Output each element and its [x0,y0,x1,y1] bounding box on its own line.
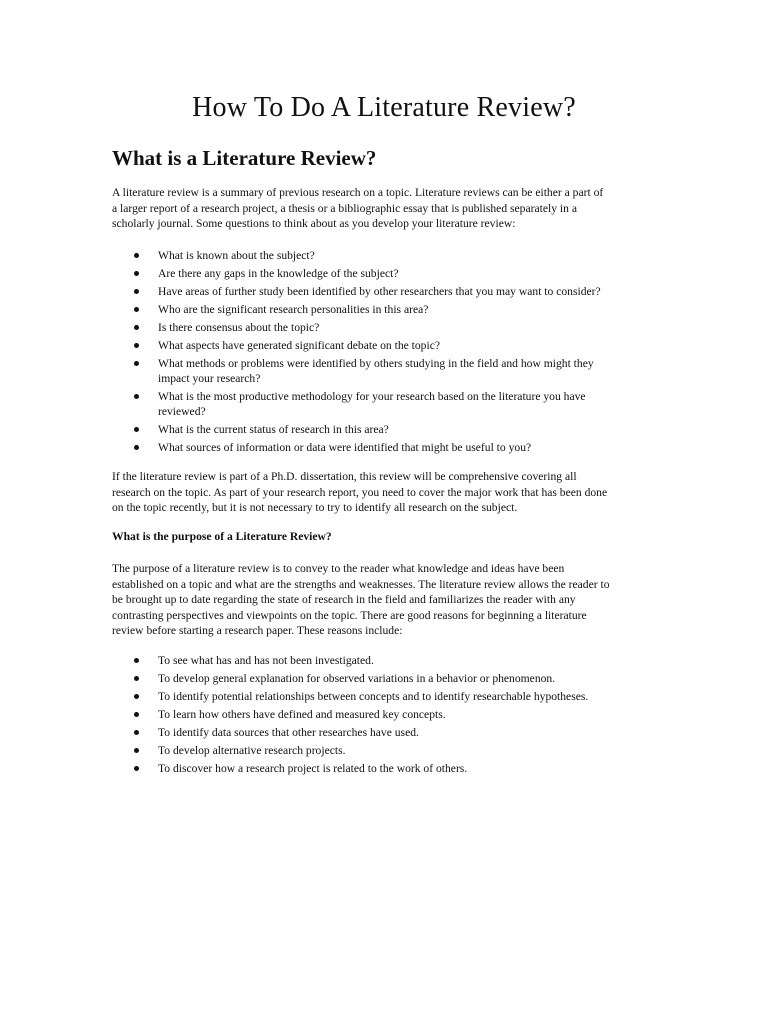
list-item-text: What is known about the subject? [158,249,315,262]
list-item [112,389,672,419]
list-item [112,440,672,455]
paragraph-line: a larger report of a research project, a thesis or a bibliographic essay that is published separately in a [112,201,577,215]
list-item-text: What methods or problems were identified by others studying in the field and how might they [158,357,594,370]
list-item-text: Who are the significant research personalities in this area? [158,303,429,316]
list-item-text: To identify potential relationships between concepts and to identify researchable hypotheses. [158,690,589,703]
list-item-text: Are there any gaps in the knowledge of the subject? [158,267,399,280]
reasons-list [112,653,672,779]
intro-paragraph [112,185,662,232]
list-item [112,725,672,740]
paragraph-line: The purpose of a literature review is to convey to the reader what knowledge and ideas have been [112,562,565,575]
questions-list [112,248,672,458]
paragraph-line: research on the topic. As part of your research report, you need to cover the major work that has been done [112,485,608,499]
list-item-text: To discover how a research project is related to the work of others. [158,762,468,775]
list-item [112,689,672,704]
list-item [112,248,672,263]
list-item-text: What sources of information or data were identified that might be useful to you? [158,441,532,455]
list-item-text: Is there consensus about the topic? [158,321,320,334]
paragraph-line: review before starting a research paper. These reasons include: [112,624,403,638]
list-item-text: To learn how others have defined and measured key concepts. [158,708,446,721]
purpose-paragraph [112,561,662,639]
list-item-text: To develop alternative research projects. [158,744,346,757]
list-item [112,707,672,722]
list-item-text: reviewed? [158,405,206,419]
paragraph-line: A literature review is a summary of previous research on a topic. Literature reviews can be either a part of [112,186,604,199]
phd-paragraph [112,469,662,516]
list-item [112,338,672,353]
document-title: How To Do A Literature Review? [192,92,576,123]
list-item-text: What is the most productive methodology for your research based on the literature you have [158,390,586,404]
list-item-text: To develop general explanation for observed variations in a behavior or phenomenon. [158,672,556,685]
list-item [112,761,672,776]
list-item-text: What is the current status of research in this area? [158,423,389,437]
paragraph-line: contrasting perspectives and viewpoints on the topic. There are good reasons for beginning a literature [112,608,587,622]
paragraph-line: be brought up to date regarding the state of research in the field and familiarizes the reader with any [112,593,576,607]
list-item [112,671,672,686]
list-item [112,356,672,386]
paragraph-line: on the topic recently, but it is not necessary to try to identify all research on the subject. [112,501,518,515]
section-heading-purpose: What is the purpose of a Literature Review? [112,530,332,543]
list-item-text: impact your research? [158,372,261,386]
list-item [112,266,672,281]
list-item [112,653,672,668]
list-item-text: To identify data sources that other researches have used. [158,726,419,739]
list-item-text: To see what has and has not been investigated. [158,654,374,667]
section-heading-what-is: What is a Literature Review? [112,146,377,170]
paragraph-line: scholarly journal. Some questions to think about as you develop your literature review: [112,217,516,231]
list-item [112,320,672,335]
list-item [112,743,672,758]
list-item-text: Have areas of further study been identified by other researchers that you may want to consider? [158,285,601,298]
list-item [112,302,672,317]
list-item-text: What aspects have generated significant debate on the topic? [158,339,440,352]
paragraph-line: established on a topic and what are the strengths and weaknesses. The literature review allows the reader to [112,577,610,591]
list-item [112,422,672,437]
paragraph-line: If the literature review is part of a Ph.D. dissertation, this review will be comprehensive covering all [112,470,577,483]
list-item [112,284,672,299]
